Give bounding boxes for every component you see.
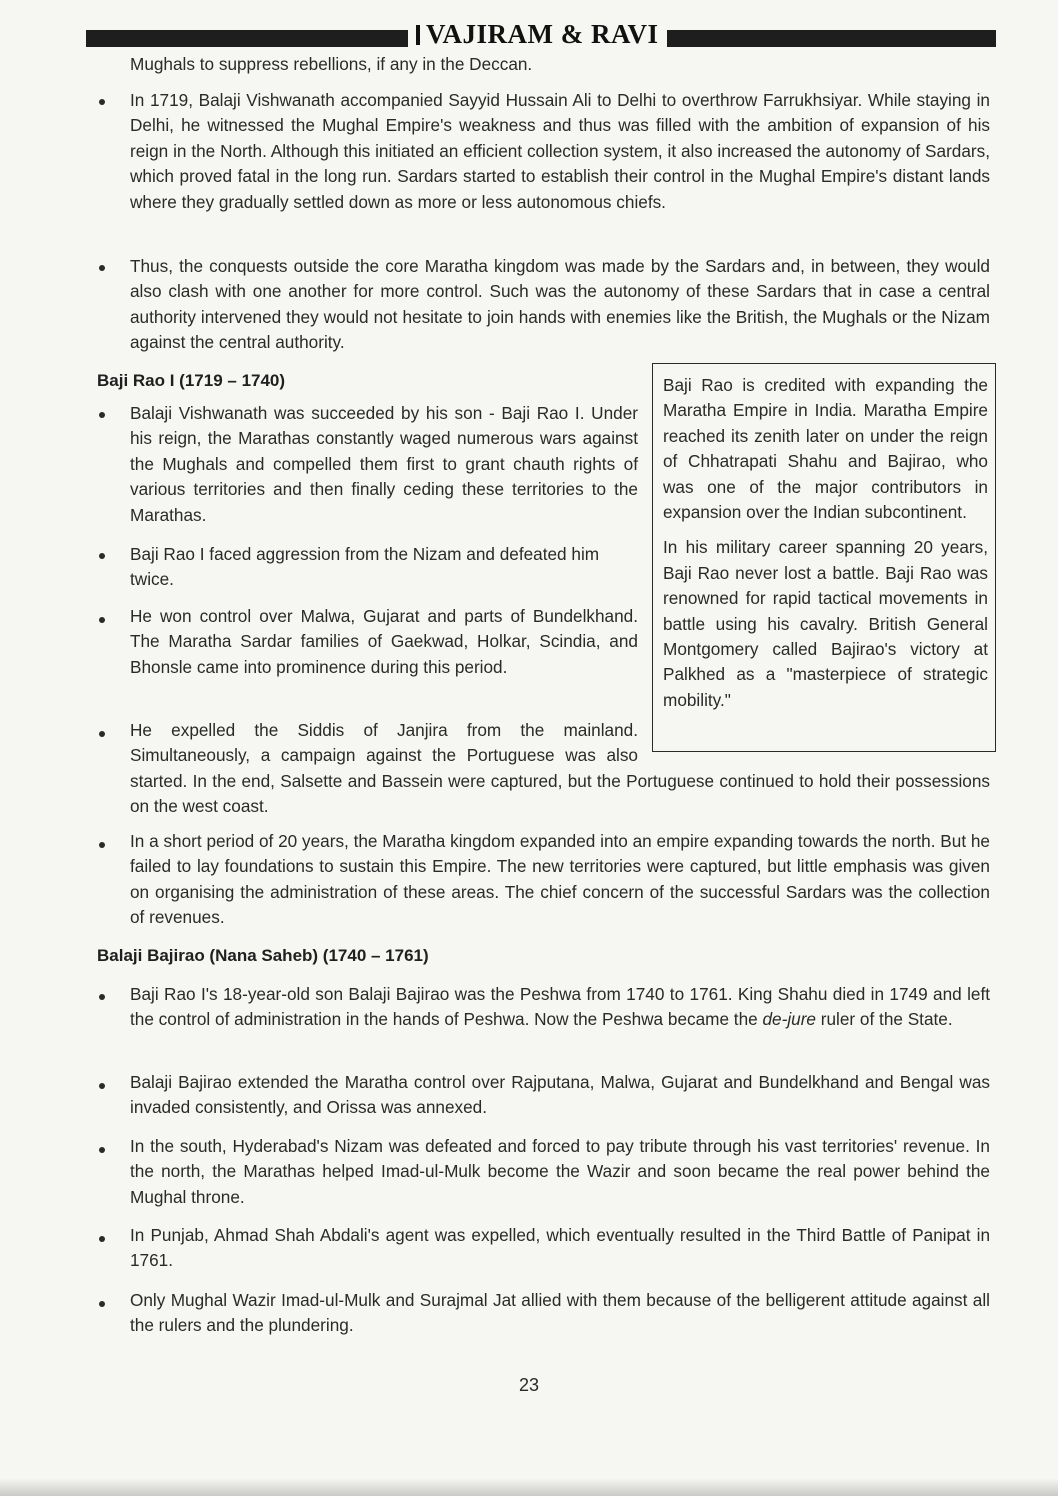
list-item: In a short period of 20 years, the Maratha kingdom expanded into an empire expanding towards the north. But he failed to lay foundations to sustain this Empire. The new territories were captured, but little emphasis was given on organising the administration of these areas. The chief concern of the successful Sardars was the collection of revenues. [130, 831, 990, 928]
list-item: In 1719, Balaji Vishwanath accompanied Sayyid Hussain Ali to Delhi to overthrow Farrukhsiyar. While staying in Delhi, he witnessed the Mughal Empire's weakness and thus was filled with the ambition of expansion of his reign in the North. Although this initiated an efficient collection system, it also increased the autonomy of Sardars, which proved fatal in the long run. Sardars started to establish their control in the Mughal Empire's distant lands where they gradually settled down as more or less autonomous chiefs. [130, 90, 990, 212]
info-box-paragraph: In his military career spanning 20 years, Baji Rao never lost a battle. Baji Rao was renowned for rapid tactical movements in battle using his cavalry. British General Montgomery called Bajirao's victory at Palkhed as a "masterpiece of strategic mobility." [663, 537, 988, 710]
float-spacer [638, 718, 990, 755]
brand-title [408, 19, 667, 50]
bullet-dot-icon [99, 842, 105, 848]
list-item [130, 982, 990, 1033]
bullet-dot-icon [99, 617, 105, 623]
bullet-dot-icon [99, 553, 105, 559]
info-box [652, 363, 996, 752]
brand-mark-icon [416, 25, 420, 45]
bullet-dot-icon [99, 1083, 105, 1089]
bullet-dot-icon [99, 99, 105, 105]
bullet-dot-icon [99, 265, 105, 271]
scan-edge [0, 1478, 1058, 1496]
bullet-dot-icon [99, 1147, 105, 1153]
list-item: In Punjab, Ahmad Shah Abdali's agent was expelled, which eventually resulted in the Third Battle of Panipat in 1761. [130, 1225, 990, 1271]
emphasis-text: de-jure [762, 1009, 816, 1030]
page-number: 23 [518, 1375, 540, 1395]
bullet-dot-icon [99, 412, 105, 418]
bullet-dot-icon [99, 731, 105, 737]
list-item-text: Baji Rao I's 18-year-old son Balaji Bajirao was the Peshwa from 1740 to 1761. King Shahu died in 1749 and left the control of administration in the hands of Peshwa. Now the Peshwa became the [130, 984, 990, 1030]
list-item: Balaji Vishwanath was succeeded by his son - Baji Rao I. Under his reign, the Marathas constantly waged numerous wars against the Mughals and compelled them first to grant chauth rights of various territories and then finally ceding these territories to the Marathas. [130, 403, 638, 525]
list-item-text: He expelled the Siddis of Janjira from the mainland. Simultaneously, a campaign against the Portuguese was also started. In the end, Salsette and Bassein were captured, but the Portuguese continued to hold their possessions on the west coast. [130, 720, 990, 817]
list-item: Balaji Bajirao extended the Maratha control over Rajputana, Malwa, Gujarat and Bundelkhand and Bengal was invaded consistently, and Orissa was annexed. [130, 1072, 990, 1118]
list-item: In the south, Hyderabad's Nizam was defeated and forced to pay tribute through his vast territories' revenue. In the north, the Marathas helped Imad-ul-Mulk become the Wazir and soon became the real power behind the Mughal throne. [130, 1136, 990, 1207]
bullet-dot-icon [99, 994, 105, 1000]
bullet-dot-icon [99, 1301, 105, 1307]
info-box-paragraph: Baji Rao is credited with expanding the Maratha Empire in India. Maratha Empire reached its zenith later on under the reign of Chhatrapati Shahu and Bajirao, who was one of the major contributors in expansion over the Indian subcontinent. [663, 375, 988, 523]
section-heading-balaji-bajirao: Balaji Bajirao (Nana Saheb) (1740 – 1761) [97, 946, 429, 965]
brand-text: VAJIRAM & RAVI [426, 18, 659, 49]
bullet-dot-icon [99, 1236, 105, 1242]
header-rule-right [667, 30, 996, 47]
list-item: Thus, the conquests outside the core Maratha kingdom was made by the Sardars and, in between, they would also clash with one another for more control. Such was the autonomy of these Sardars that in case a central authority intervened they would not hesitate to join hands with enemies like the British, the Mughals or the Nizam against the central authority. [130, 256, 990, 353]
list-item-text: ruler of the State. [816, 1009, 953, 1030]
header-rule-left [86, 30, 408, 47]
list-item: Baji Rao I faced aggression from the Nizam and defeated him twice. [130, 544, 600, 590]
intro-line: Mughals to suppress rebellions, if any in the Deccan. [130, 54, 533, 74]
page-header [86, 18, 996, 50]
list-item: He won control over Malwa, Gujarat and parts of Bundelkhand. The Maratha Sardar families of Gaekwad, Holkar, Scindia, and Bhonsle came into prominence during this period. [130, 606, 638, 677]
list-item: Only Mughal Wazir Imad-ul-Mulk and Surajmal Jat allied with them because of the belligerent attitude against all the rulers and the plundering. [130, 1290, 990, 1336]
section-heading-baji-rao: Baji Rao I (1719 – 1740) [97, 371, 286, 390]
list-item [130, 718, 990, 820]
